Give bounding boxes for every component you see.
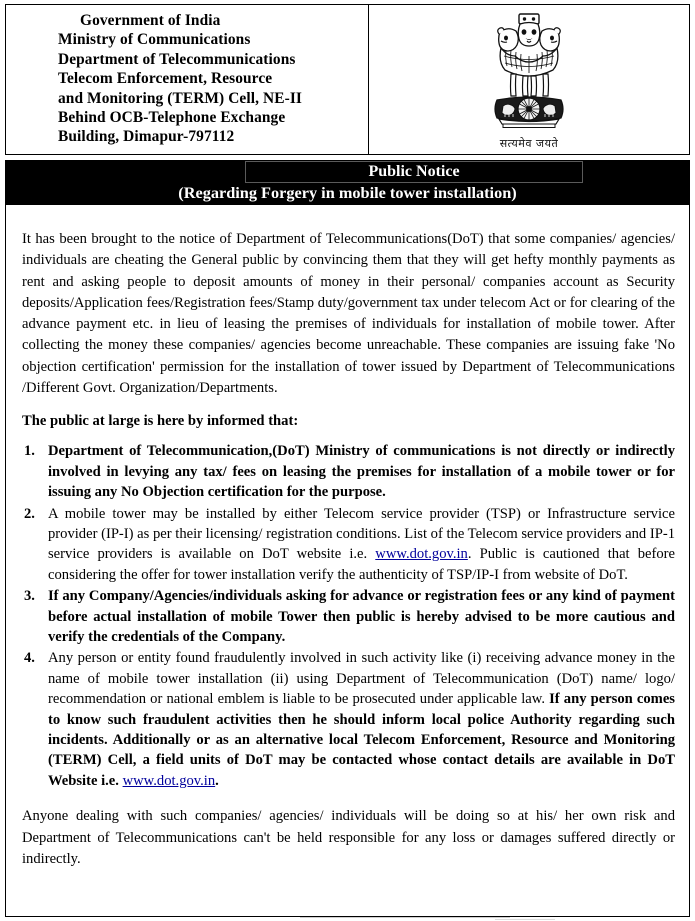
document-header [5,4,690,155]
emblem-cell [369,5,689,154]
org-line-department: Department of Telecommunications [58,50,296,68]
org-line-address-1: Behind OCB-Telephone Exchange [58,109,286,127]
org-line-term-1: Telecom Enforcement, Resource [58,70,273,88]
page-title: Public Notice [368,163,460,180]
list-item-1-text: Department of Telecommunication,(DoT) Ministry of communications is not directly or indirectly involved in levying any tax/ fees on leasing the premises for installation of a mobile tower or for issuing any No Objection certification for the purpose. [48,443,675,501]
page-edge-artifact-1 [300,917,510,918]
list-item-3 [48,586,675,647]
intro-paragraph: It has been brought to the notice of Department of Telecommunications(DoT) that some companies/ agencies/ individuals are cheating the General public by convincing them that they will get hefty monthly payments as rent and asking people to deposit amounts of money in their personal/ companies account as Security deposits/Application fees/Registration fees/Stamp duty/government tax under telecom Act or for clearing of the advance payment etc. in lieu of leasing the premises of individuals for installation of mobile tower. After collecting the money these companies/ agencies become unreachable. These companies are issuing fake 'No objection certification' permission for the installation of tower issued by Department of Telecommunications /Different Govt. Organization/Departments. [22,231,675,397]
notice-points-list [22,441,675,791]
notice-title-band [5,160,690,205]
list-item-4-text-part2: . [215,772,219,789]
notice-body [5,205,690,917]
org-line-government: Government of India [80,12,221,29]
list-item-4 [48,648,675,791]
notice-title-box [245,161,583,183]
list-item-2-text-part2: . Public is cautioned that before considering the offer for tower installation verify the authenticity of TSP/IP-I from website of DoT. [48,546,675,583]
org-line-address-2: Building, Dimapur-797112 [58,128,235,146]
org-line-ministry: Ministry of Communications [58,31,251,49]
list-item-4-text-part1: Any person or entity found fraudulently involved in such activity like (i) receiving advance money in the name of mobile tower installation (ii) using Department of Telecommunication (DoT) name/ logo/ recommendation or national emblem is liable to be prosecuted under applicable law. [48,650,675,708]
lead-in-heading: The public at large is here by informed that: [22,413,299,430]
state-emblem-icon [475,10,583,152]
page-edge-artifact-2 [495,919,555,920]
closing-paragraph: Anyone dealing with such companies/ agencies/ individuals will be doing so at his/ her own risk and Department of Telecommunications can't be held responsible for any loss or damages suffered directly or indirectly. [22,808,675,867]
dot-website-link-2[interactable]: www.dot.gov.in [122,772,216,789]
spacer [22,792,675,806]
org-line-term-2: and Monitoring (TERM) Cell, NE-II [58,89,302,107]
list-item-3-text: If any Company/Agencies/individuals asking for advance or registration fees or any kind of payment before actual installation of mobile Tower then public is hereby advised to be more cautious and verify the credentials of the Company. [48,588,675,646]
list-item-4-text-bold: If any person comes to know such fraudulent activities then he should inform local police Authority regarding such incidents. Additionally or as an alternative local Telecom Enforcement, Resource and Monitoring (TERM) Cell, a field units of DoT may be contacted whose contact details are available in DoT Website i.e. [48,691,675,789]
emblem-motto: सत्यमेव जयते [499,136,559,150]
dot-website-link-1[interactable]: www.dot.gov.in [375,546,468,563]
notice-subtitle: (Regarding Forgery in mobile tower installation) [178,183,517,202]
list-item-2-text-part1: A mobile tower may be installed by either Telecom service provider (TSP) or Infrastructure service provider (IP-I) as per their licensing/ registration conditions. List of the Telecom service providers and IP-1 service providers is available on DoT website i.e. [48,505,675,563]
list-item-2 [48,504,675,586]
issuing-authority-block [6,5,369,154]
list-item-1 [48,441,675,502]
